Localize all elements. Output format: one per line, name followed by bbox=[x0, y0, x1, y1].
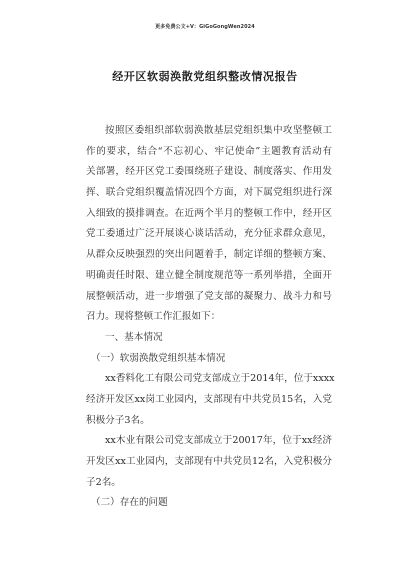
paragraph-line: 关部署，经开区党工委围绕班子建设、制度落实、作用发 bbox=[86, 166, 332, 178]
paragraph-line: 明确责任时限、建立健全制度规范等一系列举措，全面开 bbox=[86, 269, 332, 281]
document-title: 经开区软弱涣散党组织整改情况报告 bbox=[112, 70, 298, 83]
subsection-heading: （一）软弱涣散党组织基本情况 bbox=[91, 352, 226, 364]
paragraph-line: 按照区委组织部软弱涣散基层党组织集中攻坚整顿工 bbox=[105, 125, 332, 136]
paragraph-line: xx木业有限公司党支部成立于20017年，位于xx经济 bbox=[105, 435, 332, 447]
section-heading: 一、基本情况 bbox=[105, 331, 163, 343]
document-body bbox=[86, 121, 335, 514]
header-note: 更多免费公文+V：GiGoGongWen2024 bbox=[155, 24, 255, 30]
paragraph-line: 作的要求，结合“不忘初心、牢记使命”主题教育活动有 bbox=[86, 145, 332, 157]
paragraph-line: xx香料化工有限公司党支部成立于2014年，位于xxxx bbox=[105, 373, 335, 385]
paragraph-line: 党工委通过广泛开展谈心谈话活动，充分征求群众意见， bbox=[86, 228, 332, 240]
paragraph-line: 子2名。 bbox=[86, 476, 121, 488]
paragraph-line: 挥、联合党组织覆盖情况四个方面，对下属党组织进行深 bbox=[86, 187, 332, 199]
paragraph-line: 经济开发区xx岗工业园内，支部现有中共党员15名，入党 bbox=[86, 393, 332, 405]
paragraph-line: 展整顿活动，进一步增强了党支部的凝聚力、战斗力和号 bbox=[86, 290, 332, 302]
paragraph-line: 入细致的摸排调查。在近两个半月的整顿工作中，经开区 bbox=[86, 207, 332, 219]
paragraph-line: 积极分子3名。 bbox=[86, 414, 150, 426]
subsection-heading: （二）存在的问题 bbox=[91, 497, 168, 509]
paragraph-line: 召力。现将整顿工作汇报如下： bbox=[86, 311, 221, 323]
paragraph-line: 开发区xx工业园内，支部现有中共党员12名，入党积极分 bbox=[86, 456, 332, 467]
paragraph-line: 从群众反映强烈的突出问题着手，制定详细的整顿方案、 bbox=[86, 249, 332, 261]
